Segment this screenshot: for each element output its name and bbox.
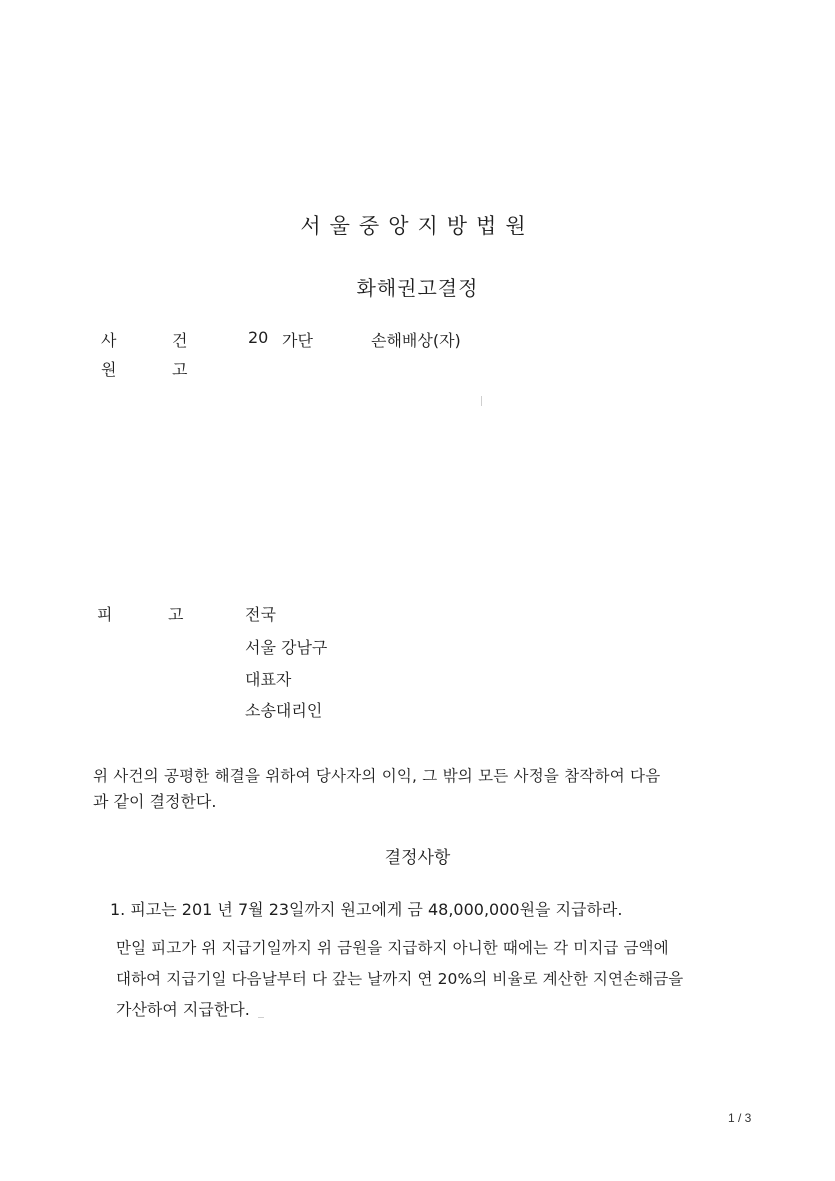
decision-title: 결정사항 (384, 848, 451, 868)
intro-line-2: 과 같이 결정한다. (93, 792, 217, 811)
defendant-attorney: 소송대리인 (245, 701, 323, 720)
plaintiff-label-2: 고 (172, 360, 188, 379)
decision-detail-line-2: 대하여 지급기일 다음날부터 다 갚는 날까지 연 20%의 비율로 계산한 지연손해금을 (116, 970, 684, 988)
decision-detail-line-1: 만일 피고가 위 지급기일까지 위 금원을 지급하지 아니한 때에는 각 미지급 금액에 (116, 939, 669, 957)
page-number: 1 / 3 (728, 1111, 752, 1125)
case-label-1: 사 (101, 331, 117, 350)
defendant-label-2: 고 (168, 605, 184, 624)
decision-item-1: 1. 피고는 201 년 7월 23일까지 원고에게 금 48,000,000원을 지급하라. (110, 900, 623, 919)
plaintiff-label-1: 원 (101, 360, 117, 379)
document-title: 화해권고결정 (356, 276, 479, 300)
defendant-address: 서울 강남구 (245, 638, 328, 657)
decision-detail-line-3: 가산하여 지급한다. (116, 1000, 250, 1019)
case-type: 가단 (282, 331, 313, 350)
case-name: 손해배상(자) (371, 331, 461, 350)
defendant-representative: 대표자 (245, 670, 292, 689)
intro-line-1: 위 사건의 공평한 해결을 위하여 당사자의 이익, 그 밖의 모든 사정을 참작하여 다음 (93, 767, 661, 785)
defendant-label-1: 피 (97, 605, 113, 624)
scan-artifact (481, 396, 482, 406)
case-label-2: 건 (172, 331, 188, 350)
case-number: 20 (248, 328, 269, 347)
defendant-name: 전국 (245, 605, 276, 624)
court-name: 서울중앙지방법원 (300, 214, 535, 238)
scan-artifact (258, 1017, 264, 1018)
